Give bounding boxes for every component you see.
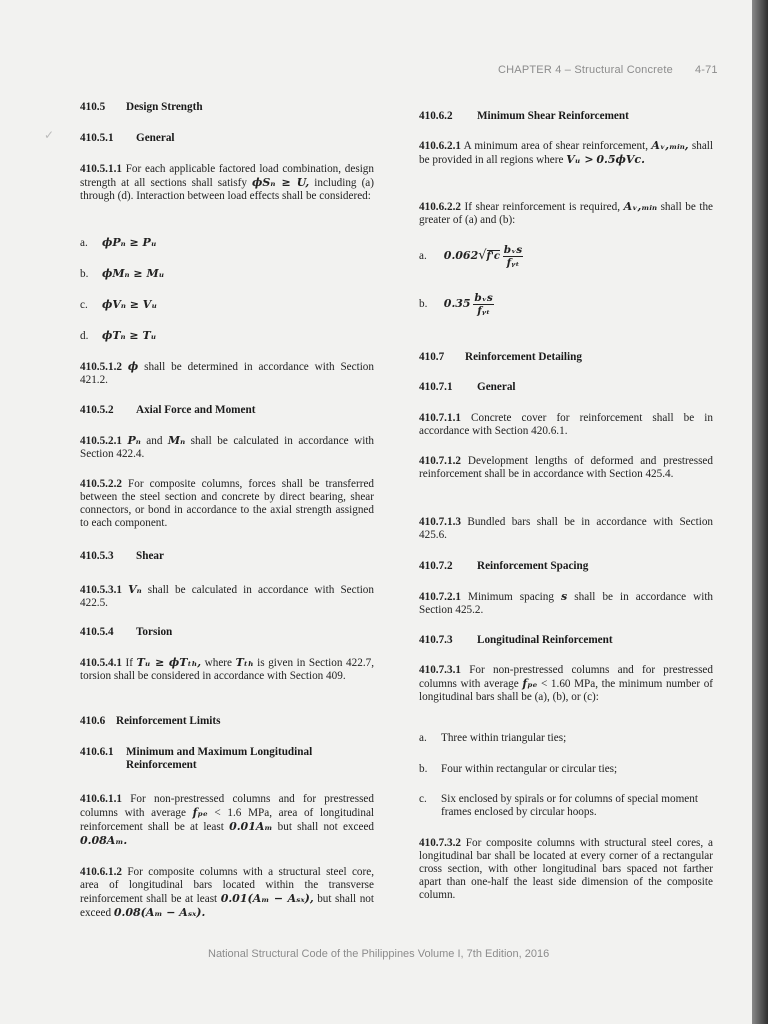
para-410-7-1-1: 410.7.1.1 Concrete cover for reinforcement shall be in accordance with Section 420.6.1. <box>419 412 713 437</box>
formula-a: a. 0.062√f'c $\frac{\text{bᵥs}}{\text{fᵧₜ}}$ <box>419 244 523 269</box>
para-410-6-1-1: 410.6.1.1 For non-prestressed columns and for prestressed columns with average fₚₑ < 1.6 MPa, area of longitudinal reinforcement shall be at least 0.01Aₘ but shall not exceed 0.08Aₘ. <box>80 793 375 847</box>
list-item-b: b. ϕMₙ ≥ Mᵤ <box>80 267 165 280</box>
list-item-b: b. Four within rectangular or circular ties; <box>419 763 618 775</box>
page-edge-shadow <box>752 0 768 1024</box>
heading-410-5: 410.5 Design Strength <box>80 101 203 113</box>
running-header <box>498 64 718 76</box>
para-410-7-3-2: 410.7.3.2 For composite columns with structural steel cores, a longitudinal bar shall be located at every corner of a rectangular cross section, with other longitudinal bars spaced not farther apart than one-half the least side dimension of the composite column. <box>419 837 713 901</box>
para-410-7-3-1: 410.7.3.1 For non-prestressed columns and for prestressed columns with average fₚₑ < 1.60 MPa, the minimum number of longitudinal bars shall be (a), (b), or (c): <box>419 664 714 703</box>
para-410-5-2-2: 410.5.2.2 For composite columns, forces shall be transferred between the steel section and concrete by direct bearing, shear connectors, or bond in accordance to the axial strength assigned to each component. <box>80 478 375 529</box>
fraction-b: $\frac{\text{bᵥs}}{\text{fᵧₜ}}$ <box>474 292 493 317</box>
heading-410-5-3: 410.5.3 Shear <box>80 550 164 562</box>
list-item-a: a. Three within triangular ties; <box>419 732 567 744</box>
heading-410-7-1: 410.7.1 General <box>419 381 516 393</box>
chapter-title: CHAPTER 4 – Structural Concrete <box>498 64 673 76</box>
running-footer: National Structural Code of the Philippines Volume I, 7th Edition, 2016 <box>208 948 550 960</box>
para-410-5-1-2: 410.5.1.2 ϕ shall be determined in accordance with Section 421.2. <box>80 360 374 386</box>
para-410-7-1-2: 410.7.1.2 Development lengths of deformed and prestressed reinforcement shall be in accordance with Section 425.4. <box>419 455 713 480</box>
heading-410-5-4: 410.5.4 Torsion <box>80 626 173 638</box>
pen-mark: ✓ <box>44 128 55 142</box>
list-item-c: c. ϕVₙ ≥ Vᵤ <box>80 298 158 311</box>
para-410-6-2-1: 410.6.2.1 A minimum area of shear reinforcement, Aᵥ,ₘᵢₙ, shall be provided in all regions where Vᵤ > 0.5ϕVc. <box>419 139 714 166</box>
heading-410-7-2: 410.7.2 Reinforcement Spacing <box>419 560 589 572</box>
heading-410-7-3: 410.7.3 Longitudinal Reinforcement <box>419 634 613 646</box>
heading-410-5-1: 410.5.1 General <box>80 132 175 144</box>
para-410-6-1-2: 410.6.1.2 For composite columns with a structural steel core, area of longitudinal bars located within the transverse reinforcement shall be at least 0.01(Aₘ − Aₛₓ), but shall not exceed 0.08(Aₘ − Aₛₓ). <box>80 866 375 919</box>
book-page: CHAPTER 4 – Structural Concrete 4-71 ✓ 410.5 Design Strength 410.5.1 General 410.5.1.1 For each applicable factored load combination, design strength at all sections shall satisfy ϕSₙ ≥ U, including (a) through (d). Interaction between load effects shall be considered: a. ϕPₙ ≥ Pᵤ b. ϕMₙ ≥ Mᵤ c. ϕVₙ ≥ Vᵤ d. ϕTₙ ≥ Tᵤ 410.5.1.2 ϕ shall be determined in accordance with Section 421.2. 410.5.2 Axial Force and Moment 410.5.2.1 Pₙ and Mₙ shall be calculated in accordance with Section 422.4. 410.5.2.2 For composite columns, forces shall be transferred between the steel section and concrete by direct bearing, shear connectors, or bond in accordance to the axial strength assigned to each component. 410.5.3 Shear 410.5.3.1 Vₙ shall be calculated in accordance with Section 422.5. 410.5.4 Torsion 410.5.4.1 If Tᵤ ≥ ϕTₜₕ, where Tₜₕ is given in Section 422.7, torsion shall be considered in accordance with Section 409. 410.6 Reinforcement Limits 410.6.1 Minimum and Maximum Longitudinal Reinforcement 410.6.1.1 For non-prestressed columns and for prestressed columns with average fₚₑ < 1.6 MPa, area of longitudinal reinforcement shall be at least 0.01Aₘ but shall not exceed 0.08Aₘ. 410.6.1.2 For composite columns with a structural steel core, area of longitudinal bars located within the transverse reinforcement shall be at least 0.01(Aₘ − Aₛₓ), but shall not exceed 0.08(Aₘ − Aₛₓ). 410.6.2 Minimum Shear Reinforcement 410.6.2.1 A minimum area of shear reinforcement, Aᵥ,ₘᵢₙ, shall be provided in all regions where Vᵤ > 0.5ϕVc. 410.6.2.2 If shear reinforcement is required, Aᵥ,ₘᵢₙ shall be the greater of (a) and (b): a. 0.062√f'c $\frac{\text{bᵥs}}{\text{fᵧₜ}}$ b. 0.35 $\frac{\text{bᵥs}}{\text{fᵧₜ}}$ 410.7 Reinforcement Detailing 410.7.1 General 410.7.1.1 Concrete cover for reinforcement shall be in accordance with Section 420.6.1. 410.7.1.2 Development lengths of deformed and prestressed reinforcement shall be in accordance with Section 425.4. 410.7.1.3 Bundled bars shall be in accordance with Section 425.6. 410.7.2 Reinforcement Spacing 410.7.2.1 Minimum spacing s shall be in accordance with Section 425.2. 410.7.3 Longitudinal Reinforcement 410.7.3.1 For non-prestressed columns and for prestressed columns with average fₚₑ < 1.60 MPa, the minimum number of longitudinal bars shall be (a), (b), or (c): a. Three within triangular ties; b. Four within rectangular or circular ties; c. Six enclosed by spirals or for columns of special moment frames enclosed by circular hoops. 410.7.3.2 For composite columns with structural steel cores, a longitudinal bar shall be located at every corner of a rectangular cross section, with other longitudinal bars spaced not farther apart than one-half the least side dimension of the composite column. National Structural Code of the Philippines Volume I, 7th Edition, 2016 <box>0 0 752 1024</box>
fraction-a: $\frac{\text{bᵥs}}{\text{fᵧₜ}}$ <box>503 244 523 269</box>
list-item-c: c. Six enclosed by spirals or for columns of special moment frames enclosed by circular hoops. <box>419 793 698 818</box>
para-410-5-1-1: 410.5.1.1 For each applicable factored load combination, design strength at all sections shall satisfy ϕSₙ ≥ U, including (a) through (d). Interaction between load effects shall be considered: <box>80 163 374 202</box>
heading-410-6-2: 410.6.2 Minimum Shear Reinforcement <box>419 110 629 122</box>
para-410-6-2-2: 410.6.2.2 If shear reinforcement is required, Aᵥ,ₘᵢₙ shall be the greater of (a) and (b): <box>419 200 714 226</box>
heading-410-6: 410.6 Reinforcement Limits <box>80 715 221 727</box>
list-item-d: d. ϕTₙ ≥ Tᵤ <box>80 329 157 342</box>
para-410-7-2-1: 410.7.2.1 Minimum spacing s shall be in accordance with Section 425.2. <box>419 590 714 616</box>
para-410-7-1-3: 410.7.1.3 Bundled bars shall be in accordance with Section 425.6. <box>419 516 714 541</box>
heading-410-5-2: 410.5.2 Axial Force and Moment <box>80 404 256 416</box>
heading-410-7: 410.7 Reinforcement Detailing <box>419 351 582 363</box>
sqrt-symbol: √ <box>478 248 487 264</box>
para-410-5-3-1: 410.5.3.1 Vₙ shall be calculated in accordance with Section 422.5. <box>80 583 374 609</box>
formula-b: b. 0.35 $\frac{\text{bᵥs}}{\text{fᵧₜ}}$ <box>419 292 493 317</box>
para-410-5-2-1: 410.5.2.1 Pₙ and Mₙ shall be calculated in accordance with Section 422.4. <box>80 434 375 460</box>
list-item-a: a. ϕPₙ ≥ Pᵤ <box>80 236 157 249</box>
page-number: 4-71 <box>694 64 718 76</box>
para-410-5-4-1: 410.5.4.1 If Tᵤ ≥ ϕTₜₕ, where Tₜₕ is given in Section 422.7, torsion shall be considered in accordance with Section 409. <box>80 656 375 682</box>
